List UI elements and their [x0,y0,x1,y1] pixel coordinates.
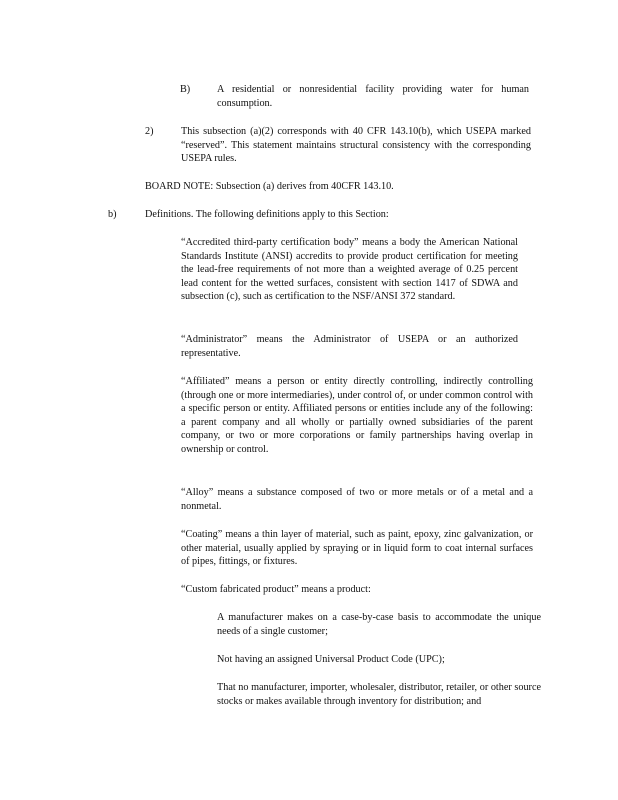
definition-coating: “Coating” means a thin layer of material, such as paint, epoxy, zinc galvanization, or other material, usually applied by spraying or in liquid form to coat internal surfaces of pipes, fittings, or fixtures. [181,529,533,568]
definition-administrator: “Administrator” means the Administrator of USEPA or an authorized representative. [181,334,518,359]
custom-product-item-2: Not having an assigned Universal Product Code (UPC); [217,654,445,665]
section-marker-b: b) [108,209,117,220]
definition-custom-product: “Custom fabricated product” means a product: [181,584,371,595]
custom-product-item-3: That no manufacturer, importer, wholesaler, distributor, retailer, or other source stocks or makes available through inventory for distribution; and [217,682,541,707]
definition-alloy: “Alloy” means a substance composed of two or more metals or of a metal and a nonmetal. [181,487,533,512]
item-marker-2: 2) [145,126,154,137]
custom-product-item-1: A manufacturer makes on a case-by-case basis to accommodate the unique needs of a single customer; [217,612,541,637]
item-2-text: This subsection (a)(2) corresponds with 40 CFR 143.10(b), which USEPA marked “reserved”. This statement maintains structural consistency with the corresponding USEPA rules. [181,126,531,165]
board-note: BOARD NOTE: Subsection (a) derives from 40CFR 143.10. [145,181,394,192]
definitions-intro: Definitions. The following definitions apply to this Section: [145,209,389,220]
item-marker-B: B) [180,84,191,95]
definition-affiliated: “Affiliated” means a person or entity directly controlling, indirectly controlling (through one or more intermediaries), under control of, or under common control with a specific person or entity. Affiliated persons or entities include any of the following: a parent company and all wholly or partially owned subsidiaries of the parent company, or two or more corporations or family partnerships having overlap in ownership or control. [181,376,533,455]
item-B-text: A residential or nonresidential facility providing water for human consumption. [217,84,529,109]
definition-accredited-body: “Accredited third-party certification body” means a body the American National Standards Institute (ANSI) accredits to provide product certification for meeting the lead-free requirements of not more than a weighted average of 0.25 percent lead content for the wetted surfaces, consistent with section 1417 of SDWA and subsection (c), such as certification to the NSF/ANSI 372 standard. [181,237,518,303]
